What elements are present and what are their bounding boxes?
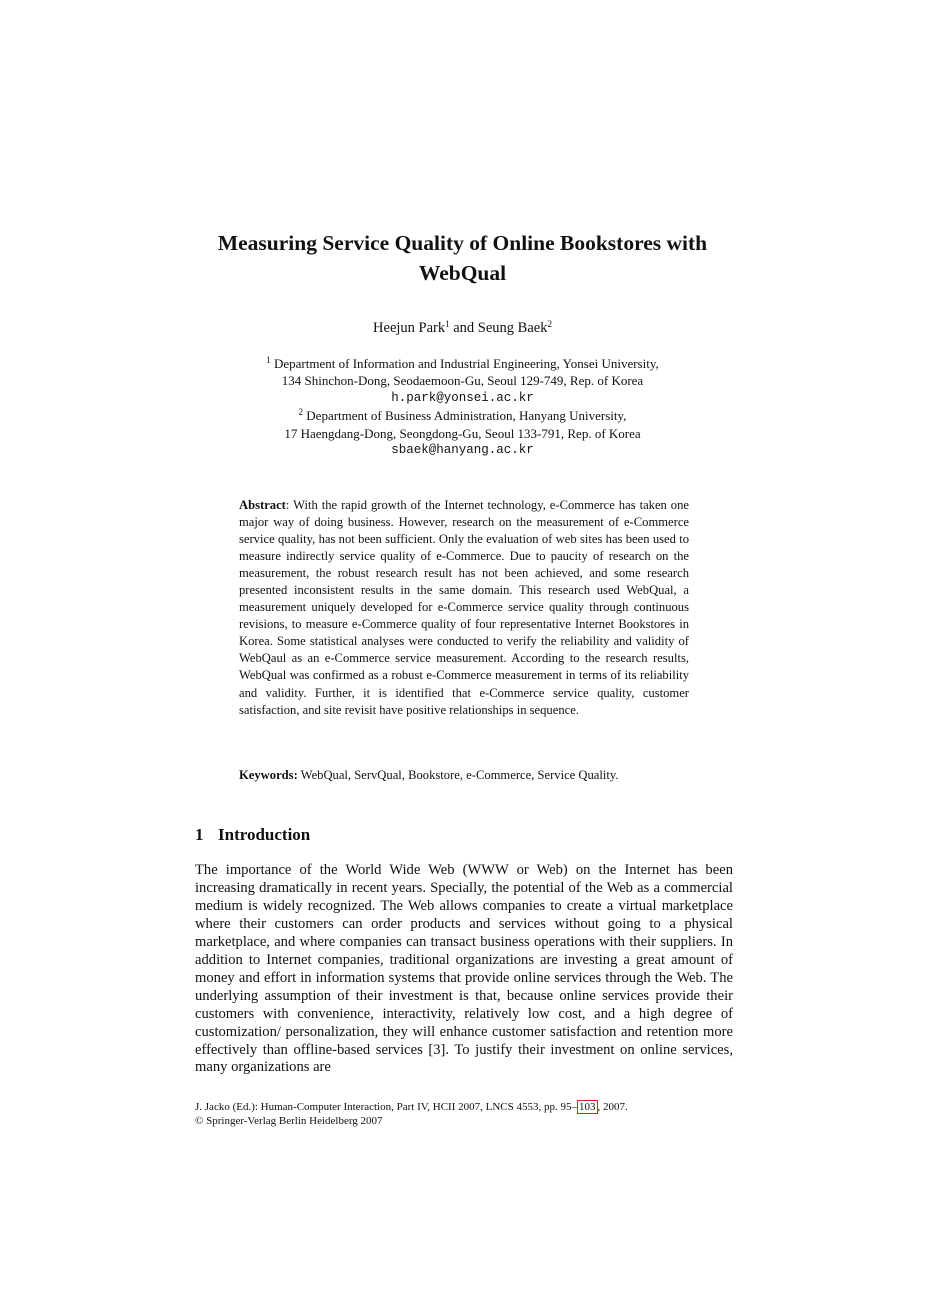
introduction-body: The importance of the World Wide Web (WWW or Web) on the Internet has been increasing dramatically in recent years. Specially, the potential of the Web as a commercial medium is widely recognized. The Web allows companies to create a virtual marketplace where their customers can order products and services without going to a physical marketplace, and where companies can transact business operations with their suppliers. In addition to Internet companies, traditional organizations are investing a great amount of money and effort in information systems that provide online services through the Web. The underlying assumption of their investment is that, because online services provide their customers with convenience, interactivity, relatively low cost, and a high degree of customization/ personalization, they will enhance customer satisfaction and retention more effectively than offline-based services [3]. To justify their investment on online services, many organizations are: [195, 862, 733, 1076]
paper-title: [150, 228, 775, 288]
author-1-name: Heejun Park: [373, 320, 446, 336]
affiliation-1-line-2: 134 Shinchon-Dong, Seodaemoon-Gu, Seoul 129-749, Rep. of Korea: [281, 373, 644, 389]
title-line-2: WebQual: [418, 261, 507, 285]
section-number: 1: [195, 825, 204, 844]
abstract-label: Abstract: [239, 498, 286, 512]
author-2-mark: 2: [547, 319, 552, 329]
author-2-name: Seung Baek: [477, 320, 548, 336]
affiliation-2-line-2: 17 Haengdang-Dong, Seongdong-Gu, Seoul 133-791, Rep. of Korea: [284, 425, 641, 441]
title-line-1: Measuring Service Quality of Online Bookstores with: [217, 231, 708, 255]
affiliation-1-mark: 1: [266, 355, 271, 365]
author-line: [150, 318, 775, 338]
section-heading-introduction: [195, 824, 310, 846]
affiliation-2-mark: 2: [298, 407, 304, 418]
keywords-text: WebQual, ServQual, Bookstore, e-Commerce, Service Quality.: [297, 768, 619, 782]
author-joiner: and: [449, 320, 478, 336]
affiliation-2-email[interactable]: sbaek@hanyang.ac.kr: [391, 443, 534, 458]
page-range-link[interactable]: 103: [579, 1101, 596, 1113]
copyright-line: © Springer-Verlag Berlin Heidelberg 2007: [195, 1115, 383, 1127]
abstract: [239, 497, 689, 719]
citation-line: J. Jacko (Ed.): Human-Computer Interaction, Part IV, HCII 2007, LNCS 4553, pp. 95– 103 , 2007.: [195, 1101, 628, 1113]
affiliation-1-line-1: $^1$ Department of Information and Industrial Engineering, Yonsei University,: [266, 355, 659, 371]
affiliations: [150, 355, 775, 459]
affiliation-2-line-1: $^2$ Department of Business Administration, Hanyang University,: [298, 407, 627, 424]
keywords-label: Keywords:: [239, 768, 298, 782]
abstract-text: : With the rapid growth of the Internet technology, e-Commerce has taken one major way of doing business. However, research on the measurement of e-Commerce service quality, has not been sufficient. Only the evaluation of web sites has been used to measure indirectly service quality of e-Commerce. Due to paucity of research on the measurement, the robust research result has not been achieved, and some research presented inconsistent results in the same domain. This research used WebQual, a measurement uniquely developed for e-Commerce service quality through continuous revisions, to measure e-Commerce quality of four representative Internet Bookstores in Korea. Some statistical analyses were conducted to verify the reliability and validity of WebQaul as an e-Commerce service measurement. According to the research results, WebQual was confirmed as a robust e-Commerce measurement in terms of its reliability and validity. Further, it is identified that e-Commerce service quality, customer satisfaction, and site revisit have positive relationships in sequence.: [239, 498, 689, 717]
keywords: [239, 767, 689, 784]
author-1-mark: 1: [445, 319, 450, 329]
affiliation-1-email[interactable]: h.park@yonsei.ac.kr: [391, 390, 534, 405]
page-footer: [195, 1100, 735, 1128]
section-title: Introduction: [218, 825, 311, 844]
